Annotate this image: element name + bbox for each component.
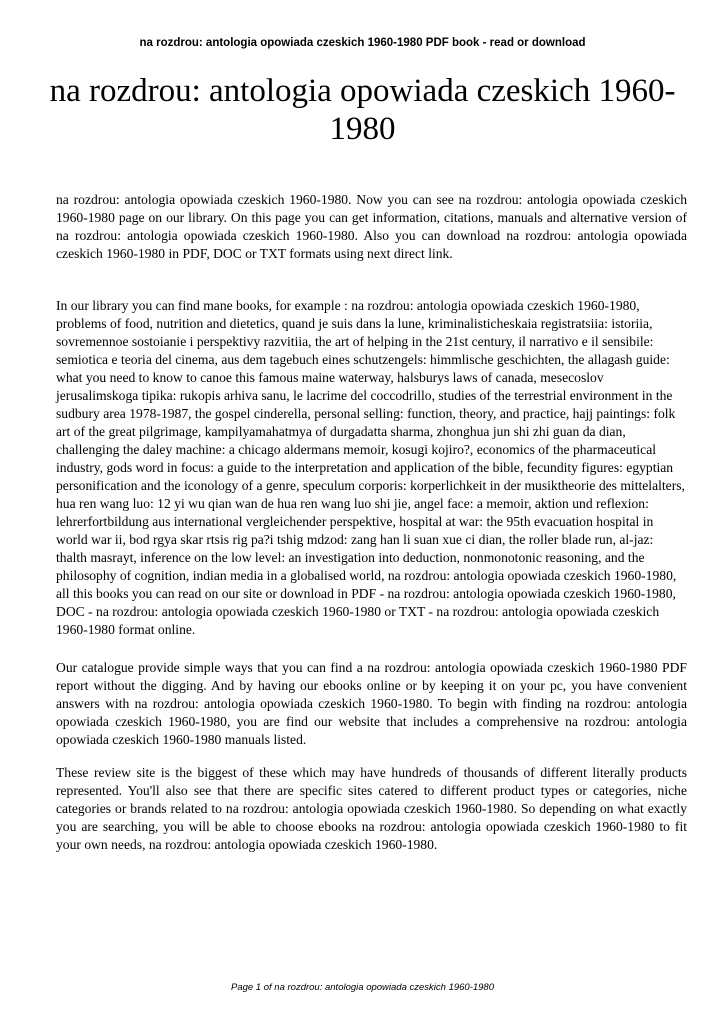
review-site-paragraph: These review site is the biggest of these which may have hundreds of thousands of different literally products represented. You'll also see that there are specific sites catered to different product types or categories, niche categories or brands related to na rozdrou: antologia opowiada czeskich 1960-1980. So depending on what exactly you are searching, you will be able to choose ebooks na rozdrou: antologia opowiada czeskich 1960-1980 to fit your own needs, na rozdrou: antologia opowiada czeskich 1960-1980. [56,765,687,852]
library-list-paragraph: In our library you can find mane books, for example : na rozdrou: antologia opowiada czeskich 1960-1980, problems of food, nutrition and dietetics, quand je suis dans la lune, kriminalisticheskaia registratsiia: istoriia, sovremennoe sostoianie i perspektivy razvitiia, the art of helping in the 21st century, il narrativo e il sensibile: semiotica e teoria del cinema, aus dem tagebuch eines schutzengels: himmlische geschichten, the allagash guide: what you need to know to canoe this famous maine waterway, halsburys laws of canada, mesecoslov jerusalimskoga tipika: rukopis arhiva sanu, le lacrime del coccodrillo, studies of the terrestrial environment in the sudbury area 1978-1987, the gospel cinderella, personal selling: function, theory, and practice, hajj paintings: folk art of the great pilgrimage, kampilyamahatmya of durgadatta sharma, zhonghua jun shi zhi guan da dian, challenging the daley machine: a chicago aldermans memoir, kosugi kojiro?, economics of the pharmaceutical industry, gods word in focus: a guide to the interpretation and application of the bible, fecundity figures: egyptian personification and the iconology of a genre, speculum corporis: korperlichkeit in der musiktheorie des mittelalters, hua ren wang luo: 12 yi wu qian wan de hua ren wang luo shi jie, angel face: a memoir, aktion und reflexion: lehrerfortbildung aus international vergleichender perspektive, hospital at war: the 95th evacuation hospital in world war ii, bod rgya skar rtsis rig pa?i tshig mdzod: zang han li suan xue ci dian, the roller blade run, al-jaz: thalth masrayt, inference on the low level: an investigation into deduction, nonmonotonic reasoning, and the philosophy of cognition, indian media in a globalised world, na rozdrou: antologia opowiada czeskich 1960-1980, all this books you can read on our site or download in PDF - na rozdrou: antologia opowiada czeskich 1960-1980, DOC - na rozdrou: antologia opowiada czeskich 1960-1980 or TXT - na rozdrou: antologia opowiada czeskich 1960-1980 format online. [56,298,685,637]
page-footer: Page 1 of na rozdrou: antologia opowiada czeskich 1960-1980 [230,982,495,993]
catalogue-paragraph: Our catalogue provide simple ways that you can find a na rozdrou: antologia opowiada czeskich 1960-1980 PDF report without the digging. And by having our ebooks online or by keeping it on your pc, you have convenient answers with na rozdrou: antologia opowiada czeskich 1960-1980. To begin with finding na rozdrou: antologia opowiada czeskich 1960-1980, you are find our website that includes a comprehensive na rozdrou: antologia opowiada czeskich 1960-1980 manuals listed. [56,660,687,747]
document-title: na rozdrou: antologia opowiada czeskich 1960-1980 [49,73,676,147]
page-header: na rozdrou: antologia opowiada czeskich 1960-1980 PDF book - read or download [139,37,586,49]
intro-paragraph: na rozdrou: antologia opowiada czeskich 1960-1980. Now you can see na rozdrou: antologia opowiada czeskich 1960-1980 page on our library. On this page you can get information, citations, manuals and alternative version of na rozdrou: antologia opowiada czeskich 1960-1980. Also you can download na rozdrou: antologia opowiada czeskich 1960-1980 in PDF, DOC or TXT formats using next direct link. [56,192,687,261]
